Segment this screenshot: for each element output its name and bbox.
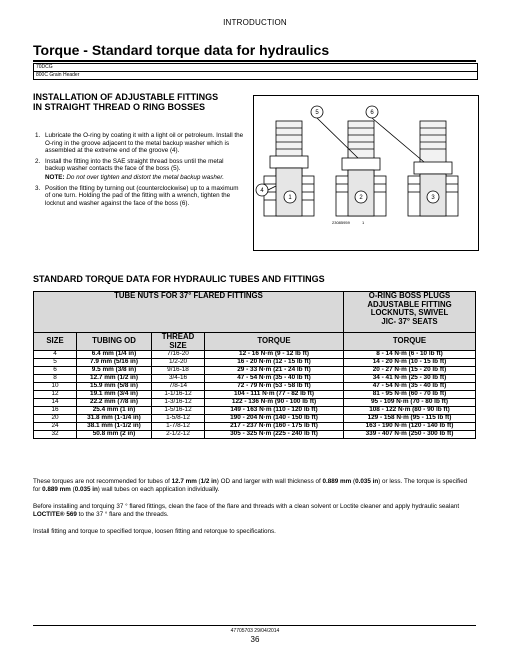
cell-thread: 7/8-14: [152, 383, 205, 391]
cell-thread: 2-1/2-12: [152, 431, 205, 439]
cell-thread: 7/16-20: [152, 351, 205, 359]
cell-torque-oring: 81 - 95 N·m (60 - 70 lb ft): [344, 391, 476, 399]
footer-doc-number: 47705703 29/04/2014: [230, 628, 280, 634]
step-number: 2.: [35, 157, 41, 165]
text: Before installing and torquing 37 ° flared fittings, clean the face of the flare and threads with a clean solvent or Loctite cleaner and apply hydraulic sealant: [33, 503, 460, 510]
cell-torque-flared: 190 - 204 N·m (140 - 150 lb ft): [205, 415, 344, 423]
cell-torque-oring: 129 - 158 N·m (95 - 115 lb ft): [344, 415, 476, 423]
cell-size: 4: [34, 351, 77, 359]
cell-torque-oring: 47 - 54 N·m (35 - 40 lb ft): [344, 383, 476, 391]
cell-tubing-od: 12.7 mm (1/2 in): [77, 375, 152, 383]
cell-size: 6: [34, 367, 77, 375]
group-header-line: JIC- 37° SEATS: [381, 316, 438, 326]
figure-seq: 1: [362, 220, 365, 225]
section-heading: [33, 92, 218, 112]
cell-tubing-od: 19.1 mm (3/4 in): [77, 391, 152, 399]
cell-tubing-od: 25.4 mm (1 in): [77, 407, 152, 415]
cell-torque-oring: 95 - 109 N·m (70 - 80 lb ft): [344, 399, 476, 407]
step-text: Position the fitting by turning out (counterclockwise) up to a maximum of one turn. Holding the pad of the fitting with a wrench, tighten the locknut and washer against the face of the boss (6).: [45, 184, 239, 207]
text: (: [196, 478, 201, 485]
cell-torque-flared: 104 - 111 N·m (77 - 82 lb ft): [205, 391, 344, 399]
cell-thread: 9/16-18: [152, 367, 205, 375]
cell-tubing-od: 50.8 mm (2 in): [77, 431, 152, 439]
text: 0.889 mm: [322, 478, 352, 485]
cell-torque-oring: 20 - 27 N·m (15 - 20 lb ft): [344, 367, 476, 375]
step-item: [35, 158, 245, 182]
cell-torque-oring: 163 - 190 N·m (120 - 140 lb ft): [344, 423, 476, 431]
running-header: INTRODUCTION: [223, 18, 287, 27]
title-rule: [33, 60, 476, 62]
group-header-line: ADJUSTABLE FITTING: [367, 299, 452, 309]
col-size: SIZE: [34, 333, 77, 351]
text: ) or less. The torque is specified for: [33, 478, 468, 493]
paragraph-cleaning: [33, 503, 476, 519]
note: [45, 174, 245, 182]
cell-tubing-od: 15.9 mm (5/8 in): [77, 383, 152, 391]
section-heading-line: IN STRAIGHT THREAD O RING BOSSES: [33, 102, 206, 112]
paragraph-wall-thickness: [33, 478, 476, 494]
page-title: Torque - Standard torque data for hydraulics: [33, 42, 330, 58]
cell-size: 32: [34, 431, 77, 439]
cell-thread: 1-5/16-12: [152, 407, 205, 415]
group-header-flared: TUBE NUTS FOR 37° FLARED FITTINGS: [34, 292, 344, 333]
text: 12.7 mm: [171, 478, 197, 485]
group-header-line: O-RING BOSS PLUGS: [368, 291, 451, 300]
cell-size: 20: [34, 415, 77, 423]
callout-1: 1: [288, 195, 292, 201]
callout-6: 6: [370, 110, 374, 116]
group-header-oring: [344, 292, 476, 333]
cell-thread: 1-5/8-12: [152, 415, 205, 423]
cell-size: 12: [34, 391, 77, 399]
cell-tubing-od: 31.8 mm (1-1/4 in): [77, 415, 152, 423]
page-number: 36: [250, 635, 260, 644]
cell-torque-oring: 108 - 122 N·m (80 - 90 lb ft): [344, 407, 476, 415]
cell-torque-oring: 34 - 41 N·m (25 - 30 lb ft): [344, 375, 476, 383]
step-number: 3.: [35, 184, 41, 192]
cell-thread: 3/4-16: [152, 375, 205, 383]
text: (: [351, 478, 356, 485]
col-thread-size: THREAD SIZE: [152, 333, 205, 351]
paragraph-install: Install fitting and torque to specified torque, loosen fitting and retorque to specifications.: [33, 528, 276, 535]
fitting-drawing: [254, 96, 478, 250]
text: ) wall tubes on each application individually.: [97, 486, 220, 493]
text: 1/2 in: [200, 478, 217, 485]
step-item: [35, 132, 245, 155]
step-number: 1.: [35, 132, 41, 139]
cell-thread: 1/2-20: [152, 359, 205, 367]
cell-size: 24: [34, 423, 77, 431]
text: LOCTITE® 569: [33, 511, 77, 518]
cell-torque-flared: 29 - 33 N·m (21 - 24 lb ft): [205, 367, 344, 375]
cell-thread: 1-7/8-12: [152, 423, 205, 431]
footer-rule: [33, 625, 476, 626]
step-text: Install the fitting into the SAE straight thread boss until the metal backup washer contacts the face of the boss (5).: [45, 157, 224, 173]
cell-thread: 1-3/16-12: [152, 399, 205, 407]
note-label: NOTE:: [45, 173, 65, 181]
callout-3: 3: [431, 195, 435, 201]
model-item: 800C Grain Header: [36, 72, 80, 78]
cell-size: 10: [34, 383, 77, 391]
cell-torque-flared: 72 - 79 N·m (53 - 58 lb ft): [205, 383, 344, 391]
cell-tubing-od: 38.1 mm (1-1/2 in): [77, 423, 152, 431]
fitting-illustration: [253, 95, 479, 251]
text: (: [70, 486, 75, 493]
cell-torque-flared: 217 - 237 N·m (160 - 175 lb ft): [205, 423, 344, 431]
col-torque-oring: TORQUE: [344, 333, 476, 351]
cell-torque-flared: 47 - 54 N·m (35 - 40 lb ft): [205, 375, 344, 383]
callout-5: 5: [315, 110, 319, 116]
text: These torques are not recommended for tubes of: [33, 478, 172, 485]
figure-id: 23085959: [332, 220, 350, 225]
step-item: [35, 185, 245, 208]
cell-torque-oring: 339 - 407 N·m (250 - 300 lb ft): [344, 431, 476, 439]
cell-tubing-od: 9.5 mm (3/8 in): [77, 367, 152, 375]
cell-tubing-od: 22.2 mm (7/8 in): [77, 399, 152, 407]
table-heading: STANDARD TORQUE DATA FOR HYDRAULIC TUBES AND FITTINGS: [33, 274, 325, 284]
cell-torque-oring: 14 - 20 N·m (10 - 15 lb ft): [344, 359, 476, 367]
col-tubing-od: TUBING OD: [77, 333, 152, 351]
cell-tubing-od: 7.9 mm (5/16 in): [77, 359, 152, 367]
cell-torque-flared: 305 - 325 N·m (225 - 240 lb ft): [205, 431, 344, 439]
text: 0.889 mm: [42, 486, 71, 493]
text: to the 37 ° flare and the threads.: [76, 511, 169, 518]
group-header-line: LOCKNUTS, SWIVEL: [370, 308, 449, 318]
cell-thread: 1-1/16-12: [152, 391, 205, 399]
cell-torque-flared: 149 - 163 N·m (110 - 120 lb ft): [205, 407, 344, 415]
cell-torque-flared: 16 - 20 N·m (12 - 15 lb ft): [205, 359, 344, 367]
torque-table: [33, 291, 476, 439]
cell-size: 5: [34, 359, 77, 367]
cell-torque-oring: 8 - 14 N·m (6 - 10 lb ft): [344, 351, 476, 359]
step-text: Lubricate the O-ring by coating it with a light oil or petroleum. Install the O-ring in the groove adjacent to the metal backup washer which is assembled at the extreme end of the groove (4).: [45, 132, 244, 155]
callout-2: 2: [359, 195, 363, 201]
model-list: [33, 63, 478, 80]
table-row: [34, 431, 476, 439]
text: ) OD and larger with wall thickness of: [216, 478, 323, 485]
install-steps: [35, 132, 245, 210]
model-item: 70DCG: [34, 64, 477, 72]
callout-4: 4: [260, 188, 264, 194]
cell-size: 8: [34, 375, 77, 383]
cell-size: 16: [34, 407, 77, 415]
section-heading-line: INSTALLATION OF ADJUSTABLE FITTINGS: [33, 92, 219, 102]
cell-torque-flared: 122 - 136 N·m (90 - 100 lb ft): [205, 399, 344, 407]
text: 0.035 in: [74, 486, 98, 493]
cell-torque-flared: 12 - 16 N·m (9 - 12 lb ft): [205, 351, 344, 359]
text: 0.035 in: [355, 478, 379, 485]
cell-tubing-od: 6.4 mm (1/4 in): [77, 351, 152, 359]
cell-size: 14: [34, 399, 77, 407]
note-text: Do not over tighten and distort the metal backup washer.: [66, 173, 224, 181]
col-torque-flared: TORQUE: [205, 333, 344, 351]
